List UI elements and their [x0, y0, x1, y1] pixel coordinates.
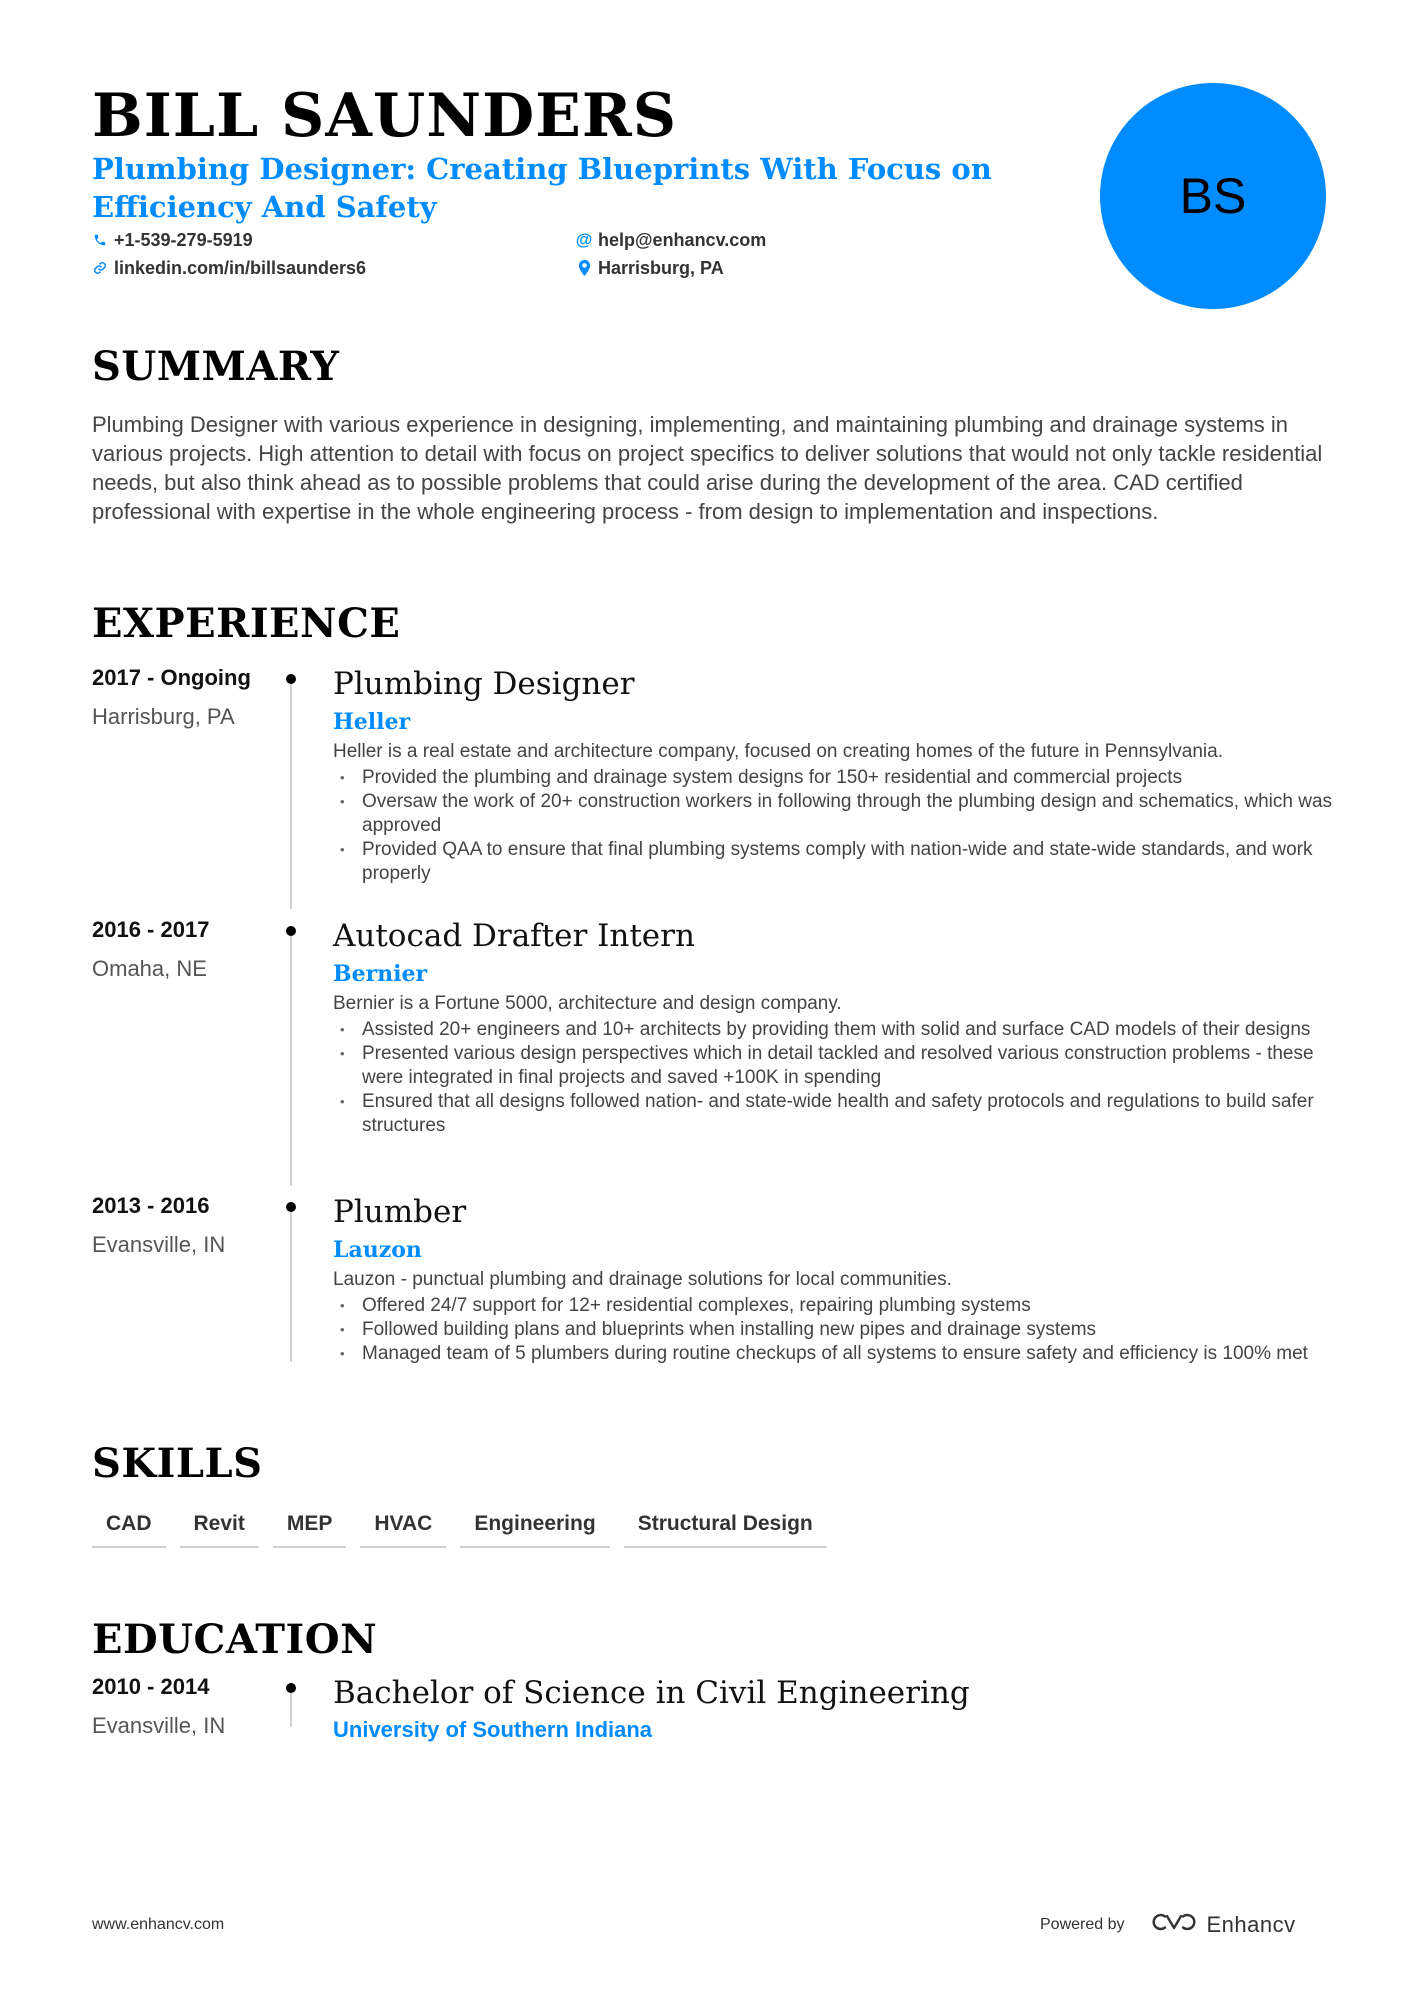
education-date: 2010 - 2014: [92, 1674, 210, 1699]
experience-location: Harrisburg, PA: [92, 704, 235, 729]
phone-icon: [92, 232, 108, 248]
experience-role: Autocad Drafter Intern: [333, 918, 695, 954]
avatar: [1100, 83, 1326, 309]
experience-date: 2013 - 2016: [92, 1193, 210, 1218]
link-icon: [92, 260, 108, 276]
experience-bullets: [333, 1018, 1333, 1138]
timeline-dot: [286, 1202, 296, 1212]
phone-text: +1-539-279-5919: [114, 230, 253, 250]
bullet-item: • Presented various design perspectives which in detail tackled and resolved various construction problems - these were integrated in final projects and saved +100K in spending: [333, 1042, 1333, 1090]
bullet-item: • Provided QAA to ensure that final plumbing systems comply with nation-wide and state-wide standards, and work properly: [333, 838, 1333, 886]
timeline-dot: [286, 1683, 296, 1693]
experience-location: Evansville, IN: [92, 1232, 226, 1257]
bullet-item: • Ensured that all designs followed nation- and state-wide health and safety protocols and regulations to build safer structures: [333, 1090, 1333, 1138]
skills-list: [92, 1510, 841, 1548]
experience-company[interactable]: Heller: [333, 709, 411, 735]
bullet-item: • Offered 24/7 support for 12+ residential complexes, repairing plumbing systems: [333, 1294, 1333, 1318]
experience-bullets: [333, 1294, 1333, 1366]
experience-description: Lauzon - punctual plumbing and drainage solutions for local communities.: [333, 1269, 952, 1290]
location-pin-icon: [576, 260, 592, 276]
experience-role: Plumbing Designer: [333, 666, 635, 702]
skill-tag: Structural Design: [624, 1510, 827, 1548]
contact-linkedin[interactable]: [92, 257, 366, 279]
experience-role: Plumber: [333, 1194, 467, 1230]
experience-location: Omaha, NE: [92, 956, 207, 981]
footer-branding[interactable]: [1040, 1911, 1296, 1938]
summary-title: SUMMARY: [92, 343, 340, 390]
at-icon: @: [575, 230, 593, 249]
timeline-line: [290, 684, 292, 909]
experience-description: Bernier is a Fortune 5000, architecture and design company.: [333, 993, 842, 1014]
bullet-item: • Managed team of 5 plumbers during routine checkups of all systems to ensure safety and efficiency is 100% met: [333, 1342, 1333, 1366]
linkedin-text: linkedin.com/in/billsaunders6: [114, 258, 367, 278]
contact-location: [576, 257, 724, 279]
timeline-line: [290, 1693, 292, 1727]
timeline-dot: [286, 674, 296, 684]
skill-tag: CAD: [92, 1510, 166, 1548]
skill-tag: MEP: [273, 1510, 347, 1548]
contact-email[interactable]: [576, 229, 766, 251]
bullet-item: • Oversaw the work of 20+ construction workers in following through the plumbing design and schematics, which was approved: [333, 790, 1333, 838]
education-title: EDUCATION: [92, 1616, 378, 1663]
location-text: Harrisburg, PA: [598, 258, 724, 278]
brand-name: Enhancv: [1206, 1911, 1296, 1937]
experience-description: Heller is a real estate and architecture company, focused on creating homes of the future in Pennsylvania.: [333, 741, 1223, 762]
bullet-item: • Assisted 20+ engineers and 10+ architects by providing them with solid and surface CAD models of their designs: [333, 1018, 1333, 1042]
education-school[interactable]: University of Southern Indiana: [333, 1717, 653, 1742]
experience-bullets: [333, 766, 1333, 886]
avatar-initials: BS: [1179, 168, 1247, 224]
education-degree: Bachelor of Science in Civil Engineering: [333, 1675, 970, 1711]
timeline-dot: [286, 926, 296, 936]
powered-by-text: Powered by: [1040, 1915, 1125, 1933]
skill-tag: Engineering: [460, 1510, 609, 1548]
education-location: Evansville, IN: [92, 1713, 226, 1738]
timeline-line: [290, 1212, 292, 1362]
experience-company[interactable]: Lauzon: [333, 1237, 422, 1263]
footer-website[interactable]: www.enhancv.com: [92, 1916, 225, 1933]
bullet-item: • Followed building plans and blueprints when installing new pipes and drainage systems: [333, 1318, 1333, 1342]
timeline-line: [290, 936, 292, 1186]
candidate-name: BILL SAUNDERS: [92, 81, 678, 151]
skill-tag: HVAC: [360, 1510, 446, 1548]
summary-text: Plumbing Designer with various experience in designing, implementing, and maintaining plumbing and drainage systems in various projects. High attention to detail with focus on project specifics to deliver solutions that would not only tackle residential needs, but also think ahead as to possible problems that could arise during the development of the area. CAD certified professional with expertise in the whole engineering process - from design to implementation and inspections.: [92, 412, 1323, 524]
experience-date: 2017 - Ongoing: [92, 665, 251, 690]
email-text: help@enhancv.com: [598, 230, 767, 250]
experience-company[interactable]: Bernier: [333, 961, 428, 987]
skill-tag: Revit: [180, 1510, 259, 1548]
bullet-item: • Provided the plumbing and drainage system designs for 150+ residential and commercial projects: [333, 766, 1333, 790]
contact-phone[interactable]: [92, 229, 253, 251]
enhancv-logo-icon: [1151, 1911, 1197, 1938]
experience-date: 2016 - 2017: [92, 917, 210, 942]
headline: Plumbing Designer: Creating Blueprints With Focus on Efficiency And Safety: [92, 152, 992, 224]
experience-title: EXPERIENCE: [92, 600, 401, 647]
skills-title: SKILLS: [92, 1440, 263, 1487]
